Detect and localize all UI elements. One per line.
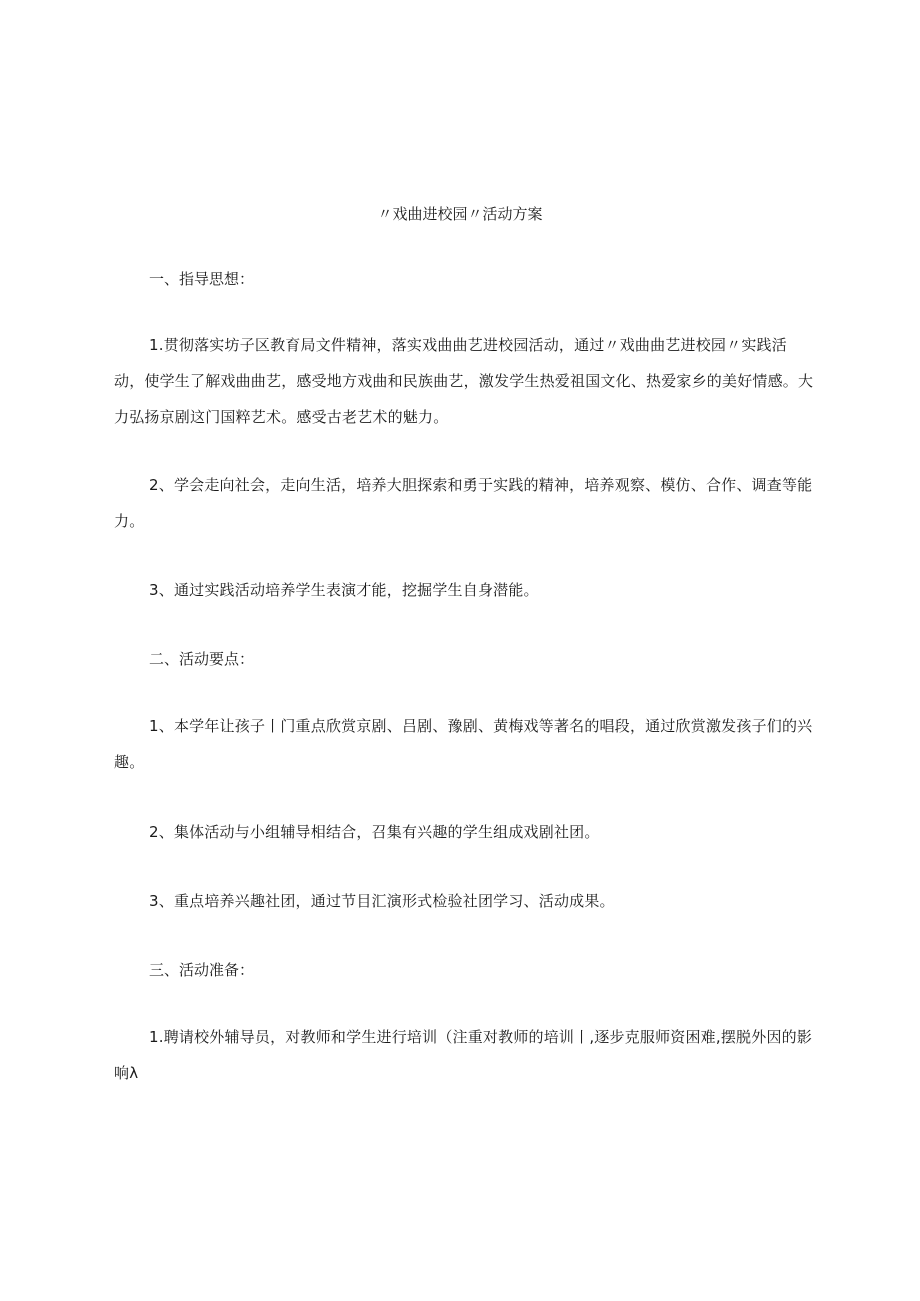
paragraph: 1.聘请校外辅导员，对教师和学生进行培训（注重对教师的培训丨,逐步克服师资困难,摆脱外因的影响λ [114, 1028, 813, 1082]
section-heading-activity-preparation: 三、活动准备： [149, 961, 255, 979]
document-title: 〃戏曲进校园〃活动方案 [377, 205, 543, 223]
paragraph: 2、学会走向社会，走向生活，培养大胆探索和勇于实践的精神，培养观察、模仿、合作、调查等能力。 [114, 476, 813, 530]
paragraph: 3、重点培养兴趣社团，通过节目汇演形式检验社团学习、活动成果。 [149, 892, 615, 910]
paragraph: 1.贯彻落实坊子区教育局文件精神，落实戏曲曲艺进校园活动，通过〃戏曲曲艺进校园〃实践活动，使学生了解戏曲曲艺，感受地方戏曲和民族曲艺，激发学生热爱祖国文化、热爱家乡的美好情感。大力弘扬京剧这门国粹艺术。感受古老艺术的魅力。 [114, 336, 814, 426]
paragraph: 3、通过实践活动培养学生表演才能，挖掘学生自身潜能。 [149, 581, 539, 599]
section-heading-guiding-ideology: 一、指导思想： [149, 270, 255, 288]
paragraph: 1、本学年让孩子丨门重点欣赏京剧、吕剧、豫剧、黄梅戏等著名的唱段，通过欣赏激发孩子们的兴趣。 [114, 717, 813, 771]
paragraph: 2、集体活动与小组辅导相结合，召集有兴趣的学生组成戏剧社团。 [149, 823, 600, 841]
section-heading-activity-points: 二、活动要点： [149, 650, 255, 668]
